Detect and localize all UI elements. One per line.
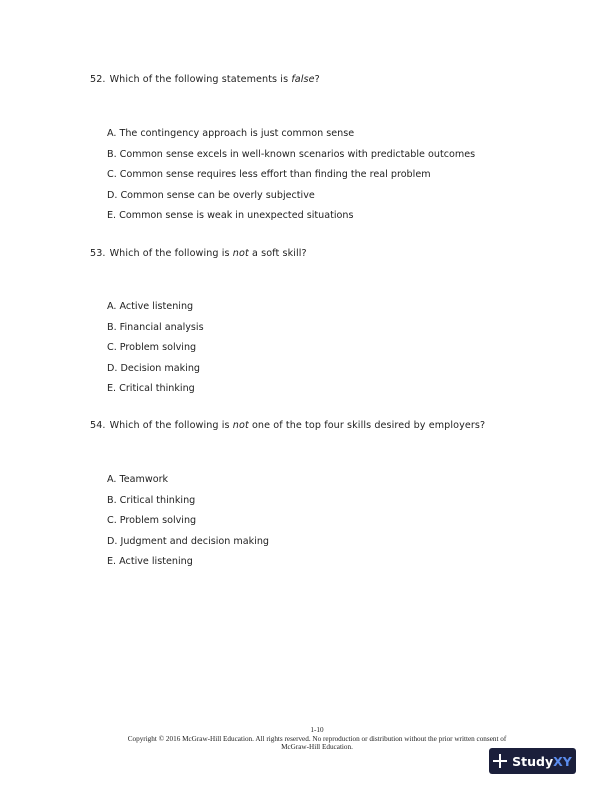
answer-option-c: C. Problem solving [107, 342, 197, 354]
question-emphasis: not [232, 248, 249, 259]
question-emphasis: false [291, 74, 315, 85]
answer-option-c: C. Common sense requires less effort than finding the real problem [107, 169, 431, 181]
answer-option-a: A. The contingency approach is just common sense [107, 128, 355, 139]
question-text: Which of the following is [109, 248, 233, 259]
badge-text-accent: XY [553, 753, 572, 769]
answer-option-a: A. Active listening [107, 301, 194, 312]
answer-option-c: C. Problem solving [107, 515, 197, 527]
studyxy-badge[interactable] [489, 748, 576, 774]
badge-text-main: Study [512, 753, 554, 769]
answer-option-d: D. Common sense can be overly subjective [107, 189, 315, 201]
question-text-end: a soft skill? [248, 248, 307, 259]
question-52-options [107, 128, 475, 231]
question-52-stem [90, 74, 320, 85]
copyright-line-2: McGraw-Hill Education. [281, 743, 353, 752]
answer-option-e: E. Common sense is weak in unexpected situations [107, 210, 354, 222]
copyright-line-1: Copyright © 2016 McGraw-Hill Education. All rights reserved. No reproduction or distribution without the prior written consent of [127, 734, 507, 743]
answer-option-e: E. Active listening [107, 556, 193, 568]
answer-option-b: B. Common sense excels in well-known scenarios with predictable outcomes [107, 148, 476, 160]
answer-option-d: D. Decision making [107, 362, 200, 374]
answer-option-a: A. Teamwork [107, 474, 169, 485]
question-text-end: ? [314, 74, 320, 85]
question-text: Which of the following is [109, 420, 233, 431]
question-54-options [107, 474, 269, 577]
question-text: Which of the following statements is [109, 74, 292, 85]
answer-option-e: E. Critical thinking [107, 383, 195, 395]
question-number: 53. [90, 248, 106, 259]
question-53-stem [90, 248, 307, 259]
plus-icon [493, 754, 507, 768]
question-54-stem [90, 420, 485, 431]
answer-option-b: B. Critical thinking [107, 494, 196, 506]
question-text-end: one of the top four skills desired by employers? [248, 420, 486, 431]
question-emphasis: not [232, 420, 249, 431]
page-footer [90, 726, 544, 752]
question-number: 52. [90, 74, 106, 85]
page-number: 1-10 [310, 726, 324, 734]
question-53-options [107, 301, 204, 404]
answer-option-d: D. Judgment and decision making [107, 535, 270, 547]
answer-option-b: B. Financial analysis [107, 321, 204, 333]
question-number: 54. [90, 420, 106, 431]
